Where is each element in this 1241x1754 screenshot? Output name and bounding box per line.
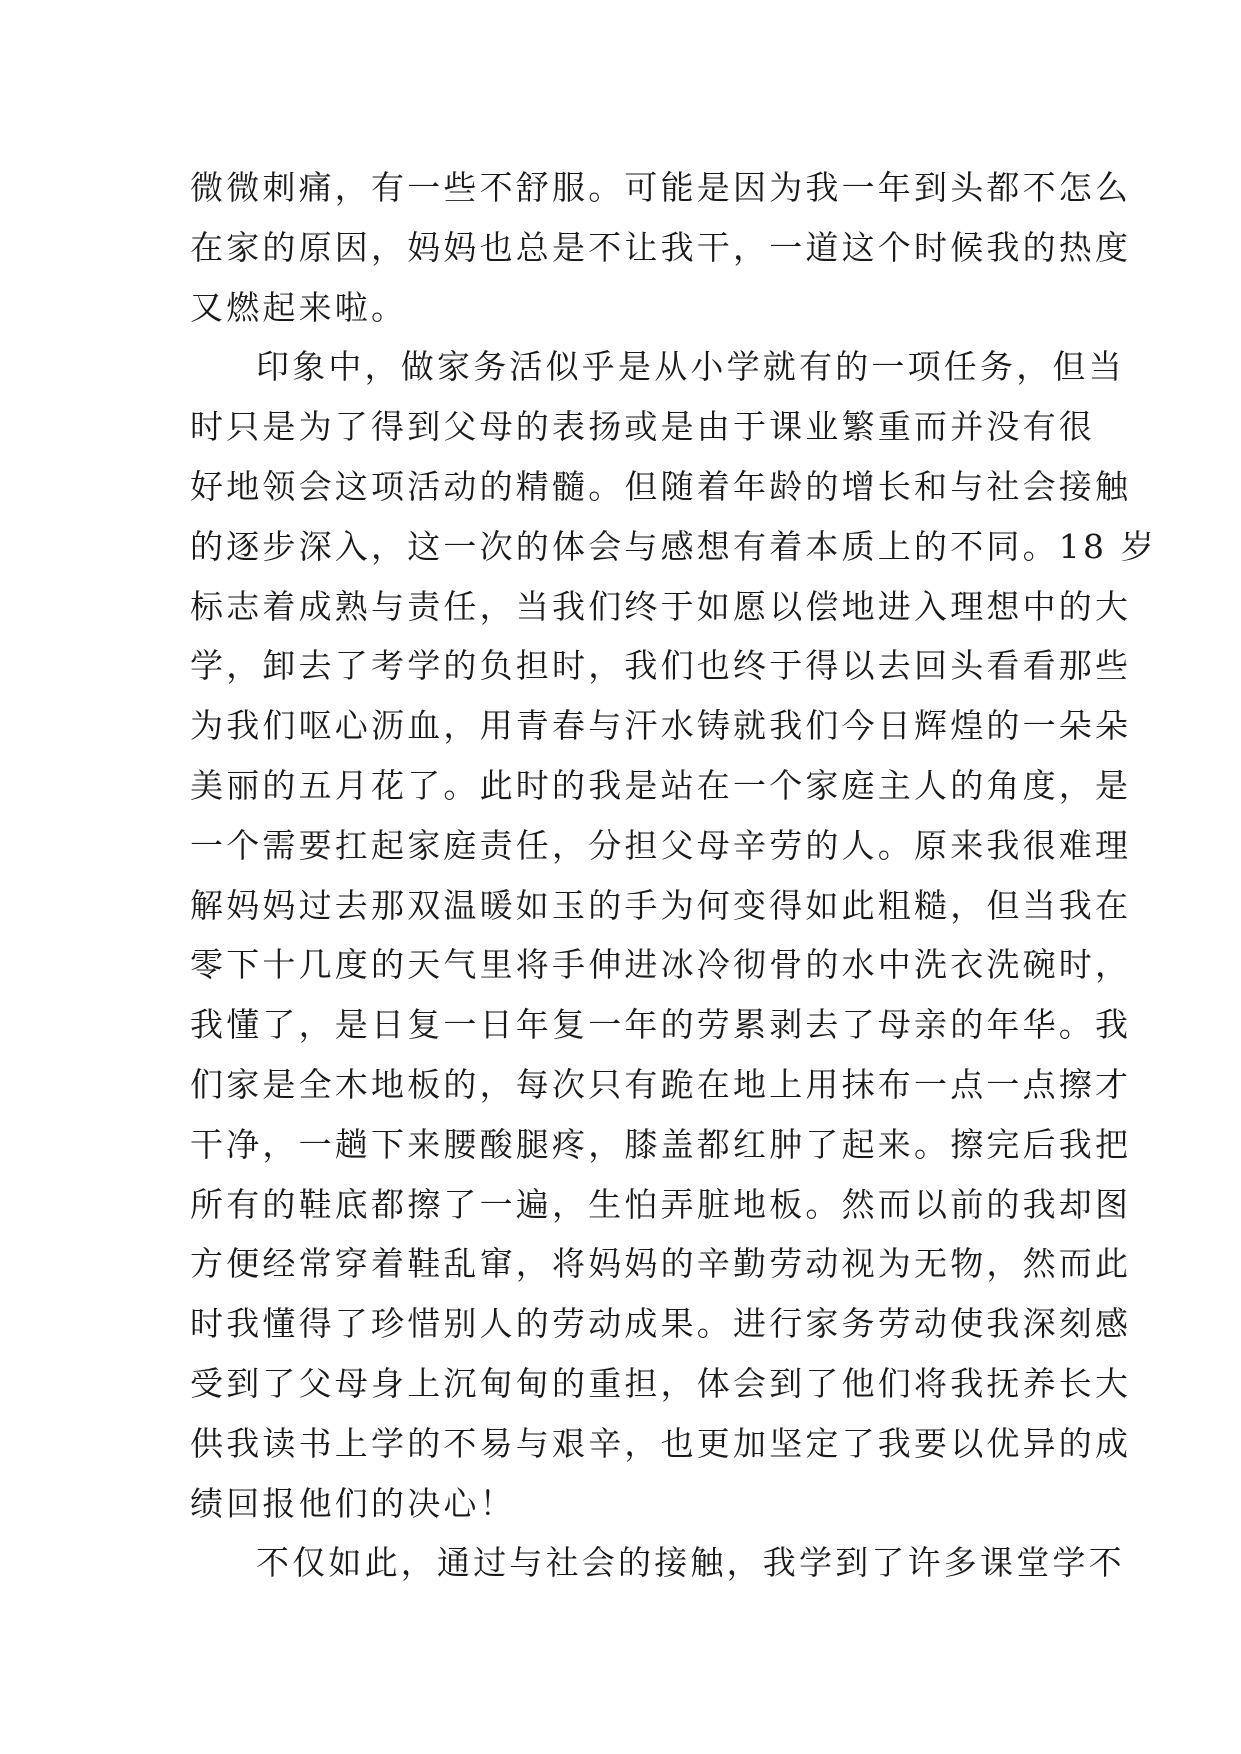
text-line: 微微刺痛，有一些不舒服。可能是因为我一年到头都不怎么	[190, 168, 1132, 207]
text-line: 所有的鞋底都擦了一遍，生怕弄脏地板。然而以前的我却图	[190, 1184, 1132, 1224]
text-line: 受到了父母身上沉甸甸的重担，体会到了他们将我抚养长大	[190, 1363, 1132, 1403]
text-line: 好地领会这项活动的精髓。但随着年龄的增长和与社会接触	[190, 466, 1132, 506]
text-line: 在家的原因，妈妈也总是不让我干，一道这个时候我的热度	[190, 227, 1132, 267]
text-line: 为我们呕心沥血，用青春与汗水铸就我们今日辉煌的一朵朵	[190, 706, 1132, 746]
text-line: 的逐步深入，这一次的体会与感想有着本质上的不同。18 岁	[190, 526, 1158, 566]
text-line: 学，卸去了考学的负担时，我们也终于得以去回头看看那些	[190, 646, 1132, 686]
text-line: 零下十几度的天气里将手伸进冰冷彻骨的水中洗衣洗碗时，	[190, 945, 1132, 985]
text-line: 标志着成熟与责任，当我们终于如愿以偿地进入理想中的大	[190, 586, 1132, 626]
text-line: 干净，一趟下来腰酸腿疼，膝盖都红肿了起来。擦完后我把	[190, 1124, 1132, 1164]
text-line: 又燃起来啦。	[190, 287, 408, 327]
text-line: 美丽的五月花了。此时的我是站在一个家庭主人的角度，是	[190, 765, 1132, 805]
text-line: 供我读书上学的不易与艰辛，也更加坚定了我要以优异的成	[190, 1423, 1132, 1463]
text-line: 我懂了，是日复一日年复一年的劳累剥去了母亲的年华。我	[190, 1005, 1132, 1045]
text-line: 时只是为了得到父母的表扬或是由于课业繁重而并没有很	[190, 407, 1095, 447]
text-line: 不仅如此，通过与社会的接触，我学到了许多课堂学不	[256, 1543, 1125, 1583]
text-line: 一个需要扛起家庭责任，分担父母辛劳的人。原来我很难理	[190, 825, 1132, 865]
text-line: 方便经常穿着鞋乱窜，将妈妈的辛勤劳动视为无物，然而此	[190, 1244, 1132, 1284]
text-line: 绩回报他们的决心！	[190, 1483, 516, 1523]
text-line: 时我懂得了珍惜别人的劳动成果。进行家务劳动使我深刻感	[190, 1304, 1132, 1344]
text-line: 解妈妈过去那双温暖如玉的手为何变得如此粗糙，但当我在	[190, 885, 1132, 925]
text-line: 印象中，做家务活似乎是从小学就有的一项任务，但当	[256, 347, 1125, 387]
body-text	[190, 158, 1158, 1593]
text-line: 们家是全木地板的，每次只有跪在地上用抹布一点一点擦才	[190, 1064, 1132, 1104]
